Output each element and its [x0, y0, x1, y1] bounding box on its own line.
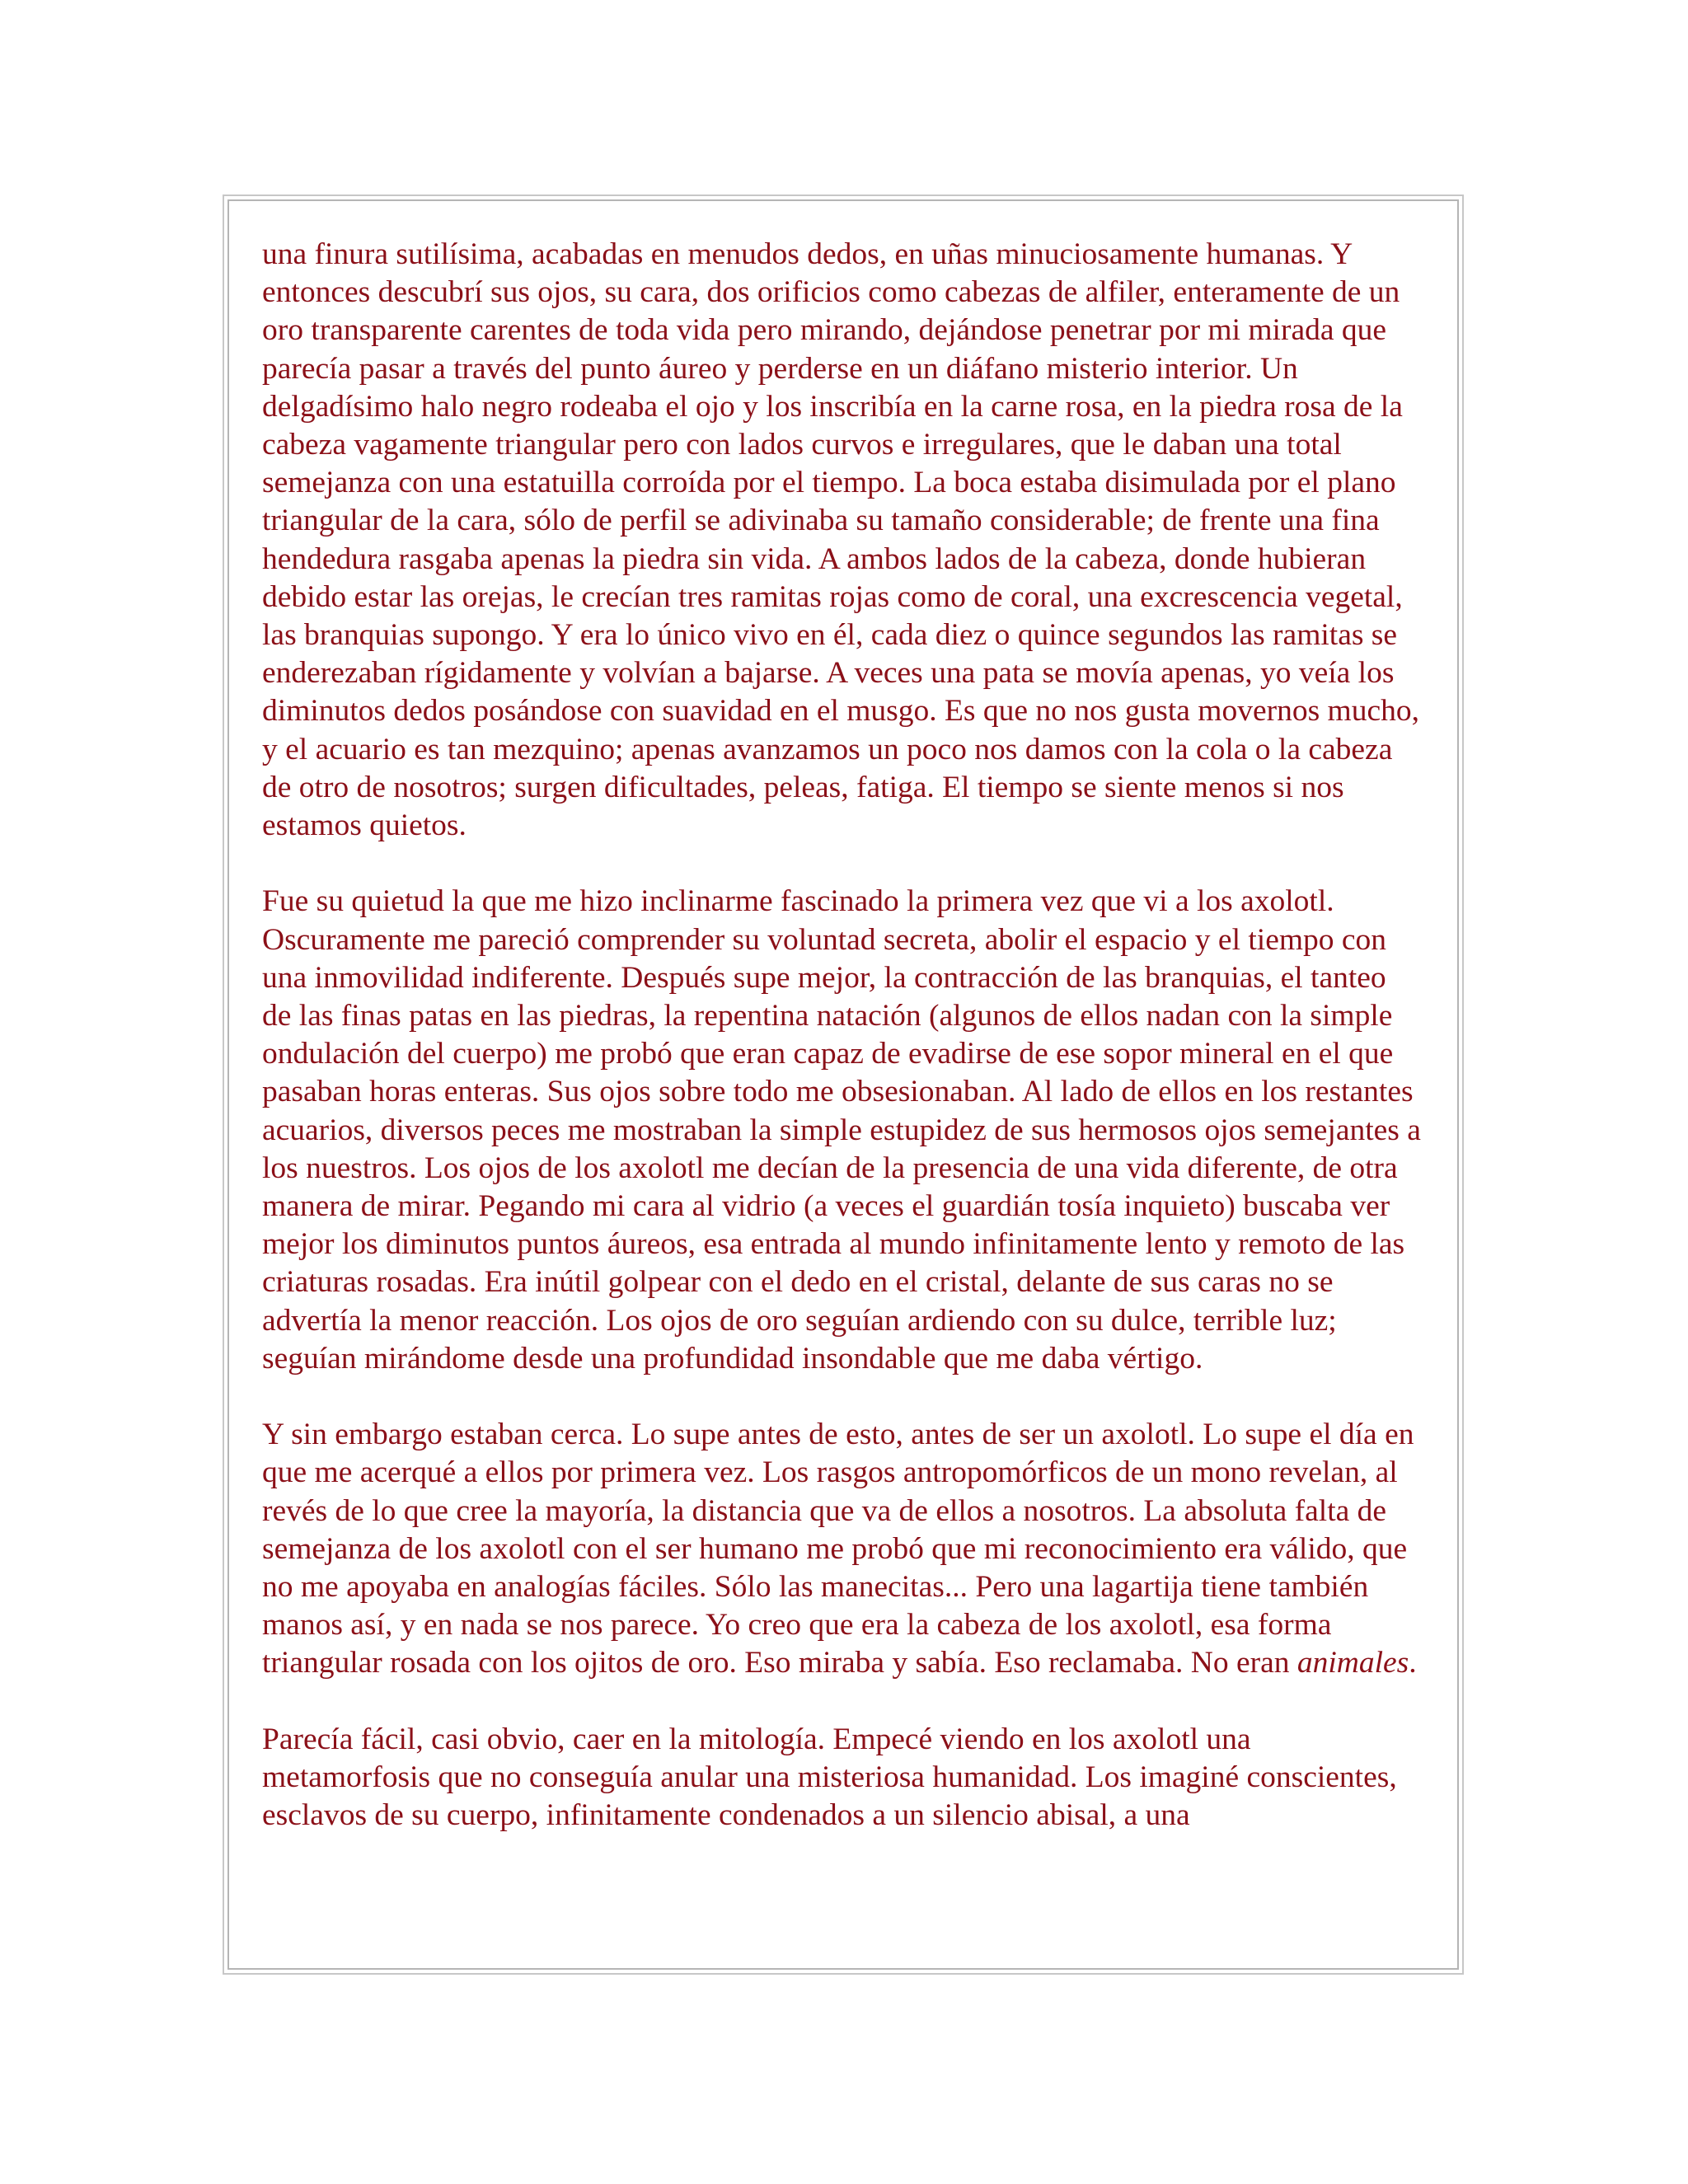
paragraph-4 [262, 1721, 1423, 1835]
paragraph-3 [262, 1416, 1423, 1682]
paragraph-1 [262, 236, 1423, 845]
paragraph-2-text: Fue su quietud la que me hizo inclinarme fascinado la primera vez que vi a los axolotl. Oscuramente me pareció comprender su voluntad secreta, abolir el espacio y el tiempo con una inmovilidad indiferente. Después supe mejor, la contracción de las branquias, el tanteo de las finas patas en las piedras, la repentina natación (algunos de ellos nadan con la simple ondulación del cuerpo) me probó que eran capaz de evadirse de ese sopor mineral en el que pasaban horas enteras. Sus ojos sobre todo me obsesionaban. Al lado de ellos en los restantes acuarios, diversos peces me mostraban la simple estupidez de sus hermosos ojos semejantes a los nuestros. Los ojos de los axolotl me decían de la presencia de una vida diferente, de otra manera de mirar. Pegando mi cara al vidrio (a veces el guardián tosía inquieto) buscaba ver mejor los diminutos puntos áureos, esa entrada al mundo infinitamente lento y remoto de las criaturas rosadas. Era inútil golpear con el dedo en el cristal, delante de sus caras no se advertía la menor reacción. Los ojos de oro seguían ardiendo con su dulce, terrible luz; seguían mirándome desde una profundidad insondable que me daba vértigo. [262, 884, 1421, 1376]
text-frame-inner [227, 199, 1459, 1970]
paragraph-3-italic-word: animales [1296, 1646, 1409, 1680]
paragraph-4-text: Parecía fácil, casi obvio, caer en la mitología. Empecé viendo en los axolotl una metamorfosis que no conseguía anular una misteriosa humanidad. Los imaginé conscientes, esclavos de su cuerpo, infinitamente condenados a un silencio abisal, a una [262, 1722, 1397, 1833]
paragraph-3-text: Y sin embargo estaban cerca. Lo supe antes de esto, antes de ser un axolotl. Lo supe el día en que me acerqué a ellos por primera vez. Los rasgos antropomórficos de un mono revelan, al revés de lo que cree la mayoría, la distancia que va de ellos a nosotros. La absoluta falta de semejanza de los axolotl con el ser humano me probó que mi reconocimiento era válido, que no me apoyaba en analogías fáciles. Sólo las manecitas... Pero una lagartija tiene también manos así, y en nada se nos parece. Yo creo que era la cabeza de los axolotl, esa forma triangular rosada con los ojitos de oro. Eso miraba y sabía. Eso reclamaba. No eran [262, 1418, 1414, 1680]
story-text [262, 236, 1423, 1835]
paragraph-3-end: . [1409, 1646, 1417, 1680]
text-frame [223, 194, 1464, 1975]
paragraph-1-text: una finura sutilísima, acabadas en menudos dedos, en uñas minuciosamente humanas. Y entonces descubrí sus ojos, su cara, dos orificios como cabezas de alfiler, enteramente de un oro transparente carentes de toda vida pero mirando, dejándose penetrar por mi mirada que parecía pasar a través del punto áureo y perderse en un diáfano misterio interior. Un delgadísimo halo negro rodeaba el ojo y los inscribía en la carne rosa, en la piedra rosa de la cabeza vagamente triangular pero con lados curvos e irregulares, que le daban una total semejanza con una estatuilla corroída por el tiempo. La boca estaba disimulada por el plano triangular de la cara, sólo de perfil se adivinaba su tamaño considerable; de frente una fina hendedura rasgaba apenas la piedra sin vida. A ambos lados de la cabeza, donde hubieran debido estar las orejas, le crecían tres ramitas rojas como de coral, una excrescencia vegetal, las branquias supongo. Y era lo único vivo en él, cada diez o quince segundos las ramitas se enderezaban rígidamente y volvían a bajarse. A veces una pata se movía apenas, yo veía los diminutos dedos posándose con suavidad en el musgo. Es que no nos gusta movernos mucho, y el acuario es tan mezquino; apenas avanzamos un poco nos damos con la cola o la cabeza de otro de nosotros; surgen dificultades, peleas, fatiga. El tiempo se siente menos si nos estamos quietos. [262, 237, 1419, 843]
paragraph-2 [262, 883, 1423, 1378]
